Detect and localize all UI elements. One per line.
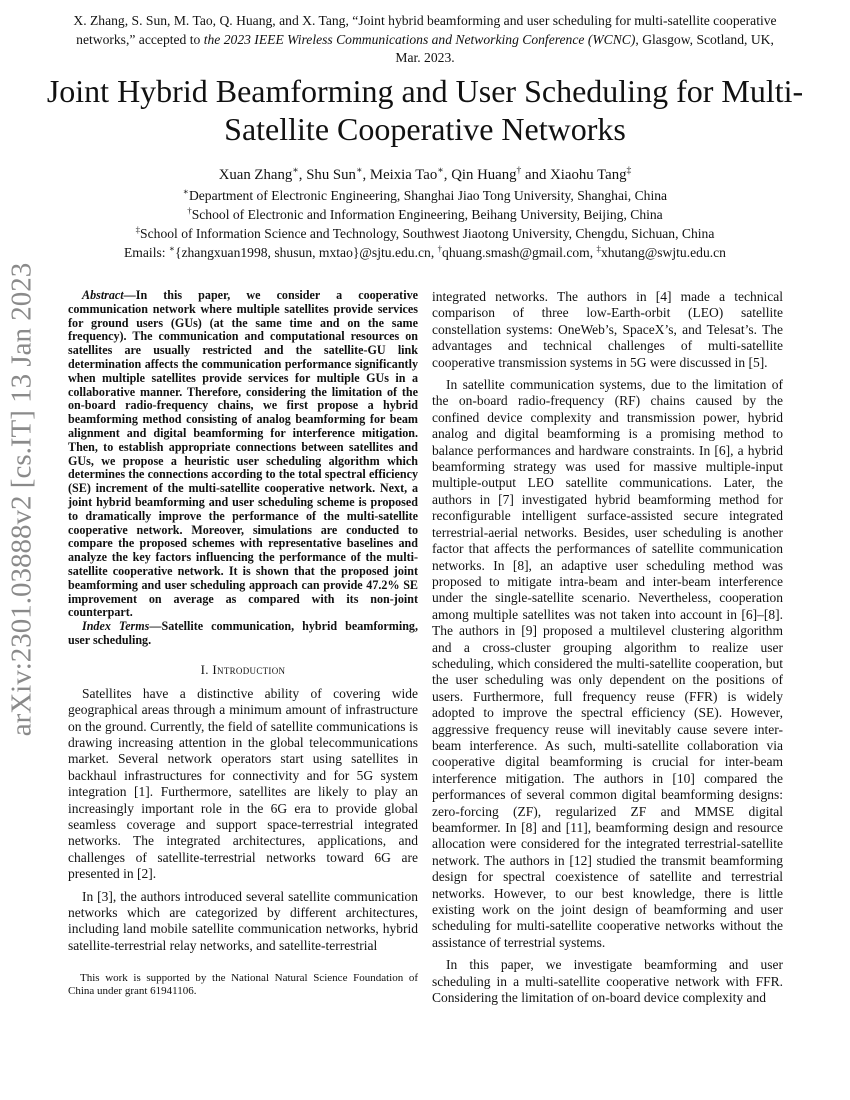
index-terms-label: Index Terms [82, 619, 150, 634]
index-terms-text: —Satellite communication, hybrid beamforming, user scheduling. [68, 619, 418, 647]
body-paragraph: integrated networks. The authors in [4] made a technical comparison of three low-Earth-orbit (LEO) satellite constellation systems: OneWeb’s, SpaceX’s, and Telesat’s. The advantages and technical challenges of multi-satellite cooperative transmission systems in 5G were discussed in [5]. [432, 289, 783, 370]
affil-mark: ∗ [355, 165, 363, 177]
author-name: Xiaohu Tang [550, 167, 627, 183]
arxiv-identifier: arXiv:2301.03888v2 [cs.IT] 13 Jan 2023 [5, 262, 38, 736]
abstract-label: Abstract [82, 288, 124, 302]
citation-text: X. Zhang, S. Sun, M. Tao, Q. Huang, and X. Tang, “Joint hybrid beamforming and user scheduling for multi-satellite cooperative networks,” accepted to [73, 13, 777, 47]
email: xhutang@swjtu.edu.cn [600, 245, 726, 260]
affil-mark: ∗ [437, 165, 444, 177]
body-paragraph: In this paper, we investigate beamforming and user scheduling in a multi-satellite cooperative network with FFR. Considering the limitation of on-board device complexity and [432, 957, 783, 1006]
section-heading: I. Introduction [200, 661, 286, 677]
email-line: Emails: ∗{zhangxuan1998, shusun, mxtao}@sjtu.edu.cn, †qhuang.smash@gmail.com, ‡xhutang@swjtu.edu.cn [124, 243, 726, 260]
left-column [68, 289, 418, 960]
citation-text-end: , Glasgow, Scotland, UK, Mar. 2023. [395, 31, 774, 65]
body-paragraph: In [3], the authors introduced several satellite communication networks which are categorized by different architectures, including land mobile satellite communication networks, hybrid satellite-terrestrial relay networks, and satellite-terrestrial [68, 888, 418, 953]
abstract [68, 289, 418, 620]
author-name: Qin Huang [451, 167, 517, 183]
abstract-text: —In this paper, we consider a cooperative communication network where multiple satellites provide services for ground users (GUs) (at the same time and on the same frequency). The communication and computational resources on satellites are usually restricted and the satellite-GU link determination affects the communication performance significantly when multiple satellites provide services for multiple GUs in a collaborative manner. Therefore, considering the limitation of the on-board radio-frequency chains, we first propose a hybrid beamforming method consisting of analog beamforming for beam alignment and digital beamforming for interference mitigation. Then, to establish appropriate connections between satellites and GUs, we propose a heuristic user scheduling algorithm which determines the connections according to the total spectral efficiency (SE) increment of the multi-satellite cooperative network. Next, a joint hybrid beamforming and user scheduling scheme is proposed to dramatically improve the performance of the multi-satellite cooperative network. Moreover, simulations are conducted to compare the proposed schemes with representative baselines and analyze the key factors influencing the performance of the multi-satellite cooperative network. It is shown that the proposed joint beamforming and user scheduling approach can provide 47.2% SE improvement on average as compared with its non-joint counterpart. [68, 288, 418, 620]
right-column [432, 289, 783, 1012]
body-paragraph: In satellite communication systems, due to the limitation of the on-board radio-frequency (RF) chains caused by the confined device complexity and transmission power, hybrid analog and digital beamforming is a promising method to balance performances and hardware constraints. In [6], a hybrid beamforming strategy was used for massive multiple-input multiple-output LEO satellite communications. Later, the authors in [7] investigated hybrid beamforming method for reconfigurable intelligent surface-assisted secure integrated terrestrial-aerial networks. Besides, user scheduling is another factor that affects the performances of satellite communication networks. In [8], an adaptive user scheduling method was proposed to mitigate intra-beam and inter-beam interference under the single-satellite scenario. Nevertheless, cooperation among multiple satellites was not taken into account in [6]–[8]. The authors in [9] proposed a multilevel clustering algorithm and a cross-cluster grouping algorithm to realize user scheduling, which considered the multi-satellite cooperation, but the user scheduling was only dependent on the positions of users. Furthermore, full frequency reuse (FFR) is widely adopted to improve the spectral efficiency (SE). However, aggressive frequency reuse will inevitably cause severe inter-beam interference. As such, multi-satellite collaboration via cooperative digital beamforming is crucial for inter-beam interference mitigation. The authors in [10] compared the performances of several common digital beamforming designs: zero-forcing (ZF), regularized ZF and MMSE digital beamformer. In [8] and [11], beamforming design and resource allocation were considered for the integrated terrestrial-satellite network. The authors in [12] studied the transmit beamforming design for spectral coexistence of satellite and terrestrial networks. However, to our best knowledge, there is little existing work on the joint design of beamforming and user scheduling for multi-satellite cooperative networks without the assistance of terrestrial systems. [432, 377, 783, 950]
index-terms [68, 620, 418, 648]
affiliation-block [40, 186, 810, 262]
footnote: This work is supported by the National Natural Science Foundation of China under grant 61941106. [68, 972, 418, 997]
email: qhuang.smash@gmail.com, [442, 245, 597, 260]
affiliation-1: ∗Department of Electronic Engineering, Shanghai Jiao Tong University, Shanghai, China [182, 186, 668, 203]
body-paragraph: Satellites have a distinctive ability of covering wide geographical areas through a minimum amount of infrastructure on the ground. Currently, the field of satellite communications is drawing increasing attention in the global telecommunications market. Several network operators start using satellites in backhaul infrastructures for connectivity and for 5G system integration [1]. Furthermore, satellites are likely to play an increasingly important role in the 6G era to provide global seamless coverage and support space-terrestrial integrated networks. The integrated architectures, applications, and challenges of satellite-terrestrial networks toward 6G are presented in [2]. [68, 685, 418, 882]
affil-mark: ∗ [292, 165, 299, 177]
citation-venue: the 2023 IEEE Wireless Communications and Networking Conference (WCNC) [203, 31, 636, 47]
author-list: Xuan Zhang∗, Shu Sun∗, Meixia Tao∗, Qin Huang† and Xiaohu Tang‡ [218, 165, 632, 183]
affil-mark: † [516, 165, 522, 177]
citation-header [62, 12, 788, 68]
paper-title: Joint Hybrid Beamforming and User Scheduling for Multi-Satellite Cooperative Networks [46, 73, 804, 147]
author-name: Meixia Tao [369, 167, 438, 183]
email: {zhangxuan1998, shusun, mxtao}@sjtu.edu.cn, [174, 245, 438, 260]
affiliation-2: †School of Electronic and Information Engineering, Beihang University, Beijing, China [187, 205, 663, 222]
affiliation-3: ‡School of Information Science and Technology, Southwest Jiaotong University, Chengdu, Sichuan, China [135, 224, 715, 241]
author-name: Xuan Zhang [218, 167, 293, 183]
affil-mark: ‡ [626, 165, 632, 177]
author-name: Shu Sun [306, 167, 356, 183]
